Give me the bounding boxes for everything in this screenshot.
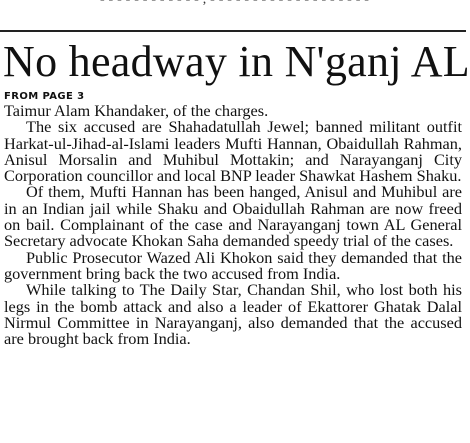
body-paragraph: The six accused are Shahadatullah Jewel; banned militant outfit Harkat-ul-Jihad-al-Islami leaders Mufti Hannan, Obaidullah Rahman, Anisul Morsalin and Muhibul Mottakin; and Narayanganj City Corporation councillor and local BNP leader Shawkat Hashem Shaku. — [4, 117, 462, 186]
cropped-text-line — [100, 0, 369, 8]
article-headline: No headway in N'ganj AL — [3, 37, 470, 86]
body-paragraph: Of them, Mufti Hannan has been hanged, Anisul and Muhibul are in an Indian jail while Shaku and Obaidullah Rahman are now freed on bail. Complainant of the case and Narayanganj town AL General Secretary advocate Khokan Saha demanded speedy trial of the cases. — [4, 182, 462, 251]
body-paragraph: Taimur Alam Khandaker, of the charges. — [4, 101, 269, 120]
article-body — [4, 103, 462, 347]
section-divider — [0, 30, 466, 32]
body-paragraph: While talking to The Daily Star, Chandan Shil, who lost both his legs in the bomb attack and also a leader of Ekattorer Ghatak Dalal Nirmul Committee in Narayanganj, also demanded that the accused are brought back from India. — [4, 280, 462, 349]
continuation-kicker: FROM PAGE 3 — [4, 91, 85, 102]
body-paragraph: Public Prosecutor Wazed Ali Khokon said they demanded that the government bring back the two accused from India. — [4, 247, 462, 283]
previous-article-fragment — [0, 0, 466, 14]
